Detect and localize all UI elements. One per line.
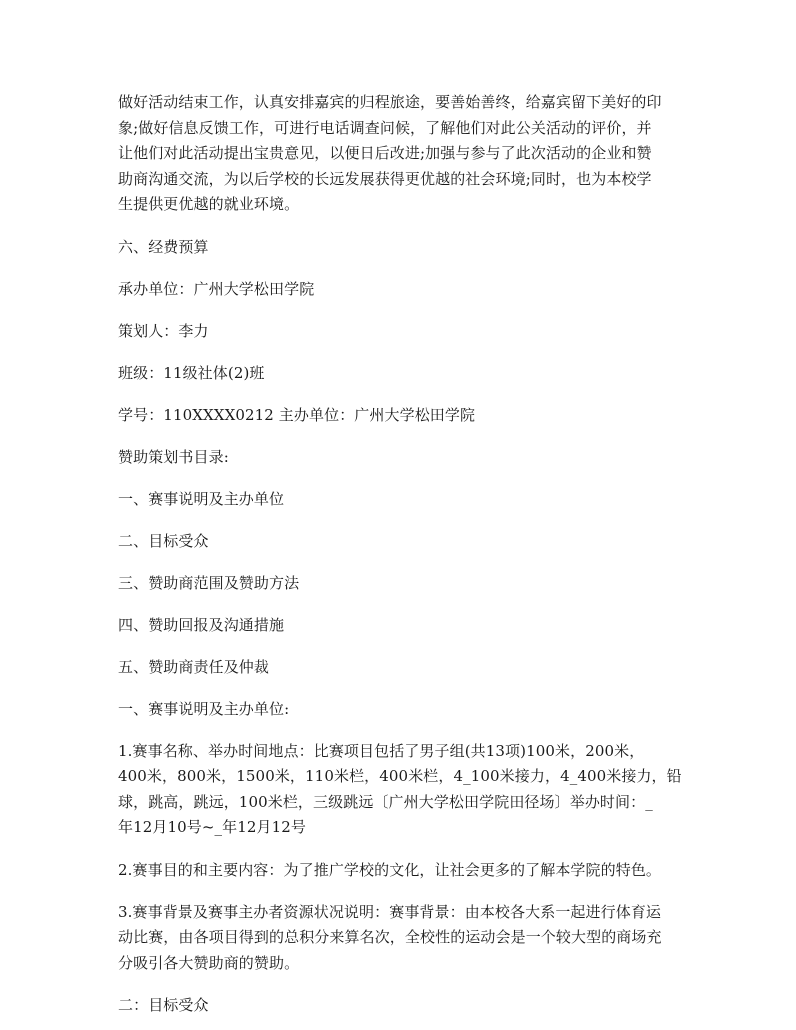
section-heading-1: 一、赛事说明及主办单位:	[118, 699, 290, 718]
toc-item-3: 三、赞助商范围及赞助方法	[118, 573, 300, 592]
organizer-line: 承办单位：广州大学松田学院	[118, 279, 315, 298]
class-line: 班级：11级社体(2)班	[118, 363, 265, 382]
toc-item-1: 一、赛事说明及主办单位	[118, 489, 285, 508]
toc-item-2: 二、目标受众	[118, 531, 209, 550]
toc-title: 赞助策划书目录:	[118, 447, 229, 466]
planner-line: 策划人：李力	[118, 321, 209, 340]
section-heading-2: 二：目标受众	[118, 996, 209, 1014]
paragraph-event-background: 3.赛事背景及赛事主办者资源状况说明：赛事背景：由本校各大系一起进行体育运 动比赛，由各项目得到的总积分来算名次，全校性的运动会是一个较大型的商场充 分吸引各大赞助商的赞助。	[118, 902, 662, 972]
heading-budget: 六、经费预算	[118, 237, 209, 256]
student-id-line: 学号：110XXXX0212 主办单位：广州大学松田学院	[118, 405, 476, 424]
paragraph-event-purpose: 2.赛事目的和主要内容：为了推广学校的文化，让社会更多的了解本学院的特色。	[118, 860, 662, 879]
toc-item-5: 五、赞助商责任及仲裁	[118, 657, 270, 676]
paragraph-closing-work: 做好活动结束工作，认真安排嘉宾的归程旅途，要善始善终，给嘉宾留下美好的印 象;做好信息反馈工作，可进行电话调查问候，了解他们对此公关活动的评价，并 让他们对此活动提出宝贵意见，以便日后改进;加强与参与了此次活动的企业和赞 助商沟通交流，为以后学校的长远发展获得更优越的社会环境;同时，也为本校学 生提供更优越的就业环境。	[118, 93, 662, 213]
toc-item-4: 四、赞助回报及沟通措施	[118, 615, 285, 634]
paragraph-event-name: 1.赛事名称、举办时间地点：比赛项目包括了男子组(共13项)100米，200米， 400米，800米，1500米，110米栏，400米栏，4_100米接力，4_400米接力，铅 球，跳高，跳远，100米栏，三级跳远〔广州大学松田学院田径场〕举办时间：_ 年12月10号~_年12月12号	[118, 741, 682, 836]
